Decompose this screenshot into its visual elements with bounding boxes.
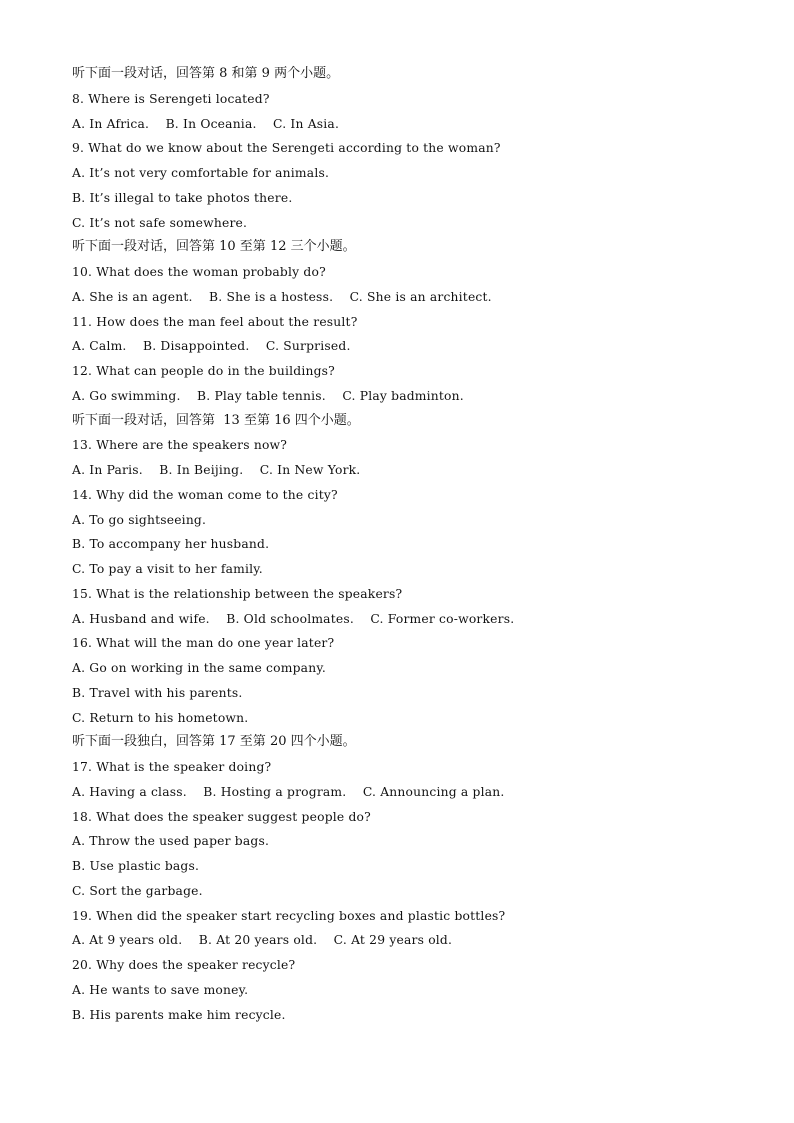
answer-option: A. He wants to save money. [72, 982, 249, 997]
question-text: 18. What does the speaker suggest people do? [72, 809, 371, 824]
answer-option: C. To pay a visit to her family. [72, 562, 263, 576]
section-instruction: 听下面一段对话，回答第 10 至第 12 三个小题。 [72, 239, 356, 255]
question-text: 9. What do we know about the Serengeti according to the woman? [72, 141, 501, 156]
question-text: 15. What is the relationship between the speakers? [72, 586, 403, 601]
answer-options-row: A. In Paris. B. In Beijing. C. In New York. [72, 463, 361, 477]
answer-option: A. Throw the used paper bags. [72, 834, 270, 849]
answer-option: A. Go on working in the same company. [72, 661, 326, 675]
answer-options-row: A. Go swimming. B. Play table tennis. C. Play badminton. [72, 388, 464, 403]
question-text: 12. What can people do in the buildings? [72, 364, 335, 378]
answer-option: B. Use plastic bags. [72, 859, 200, 873]
exam-page [72, 62, 762, 1027]
answer-option: A. To go sightseeing. [72, 512, 207, 527]
answer-option: C. Return to his hometown. [72, 710, 249, 725]
answer-options-row: A. In Africa. B. In Oceania. C. In Asia. [72, 116, 340, 131]
section-instruction: 听下面一段对话，回答第 8 和第 9 两个小题。 [72, 66, 340, 81]
question-text: 13. Where are the speakers now? [72, 438, 288, 453]
answer-options-row: A. Having a class. B. Hosting a program. C. Announcing a plan. [72, 784, 505, 799]
question-text: 14. Why did the woman come to the city? [72, 487, 338, 502]
question-text: 17. What is the speaker doing? [72, 760, 272, 774]
answer-option: B. Travel with his parents. [72, 685, 243, 700]
answer-option: B. His parents make him recycle. [72, 1007, 286, 1022]
answer-option: C. Sort the garbage. [72, 883, 203, 898]
answer-option: A. It’s not very comfortable for animals. [72, 166, 330, 180]
question-text: 11. How does the man feel about the result? [72, 314, 358, 329]
question-text: 19. When did the speaker start recycling boxes and plastic bottles? [72, 908, 506, 923]
answer-options-row: A. Husband and wife. B. Old schoolmates. C. Former co-workers. [72, 611, 515, 626]
answer-options-row: A. She is an agent. B. She is a hostess. C. She is an architect. [72, 289, 492, 304]
answer-option: B. It’s illegal to take photos there. [72, 190, 293, 205]
answer-option: B. To accompany her husband. [72, 537, 270, 552]
answer-options-row: A. At 9 years old. B. At 20 years old. C. At 29 years old. [72, 933, 453, 948]
question-text: 20. Why does the speaker recycle? [72, 958, 296, 972]
question-text: 8. Where is Serengeti located? [72, 91, 270, 106]
answer-option: C. It’s not safe somewhere. [72, 215, 248, 230]
question-text: 10. What does the woman probably do? [72, 265, 326, 279]
section-instruction: 听下面一段独白，回答第 17 至第 20 四个小题。 [72, 734, 356, 750]
question-text: 16. What will the man do one year later? [72, 636, 335, 651]
answer-options-row: A. Calm. B. Disappointed. C. Surprised. [72, 339, 351, 354]
section-instruction: 听下面一段对话，回答第 13 至第 16 四个小题。 [72, 412, 360, 428]
